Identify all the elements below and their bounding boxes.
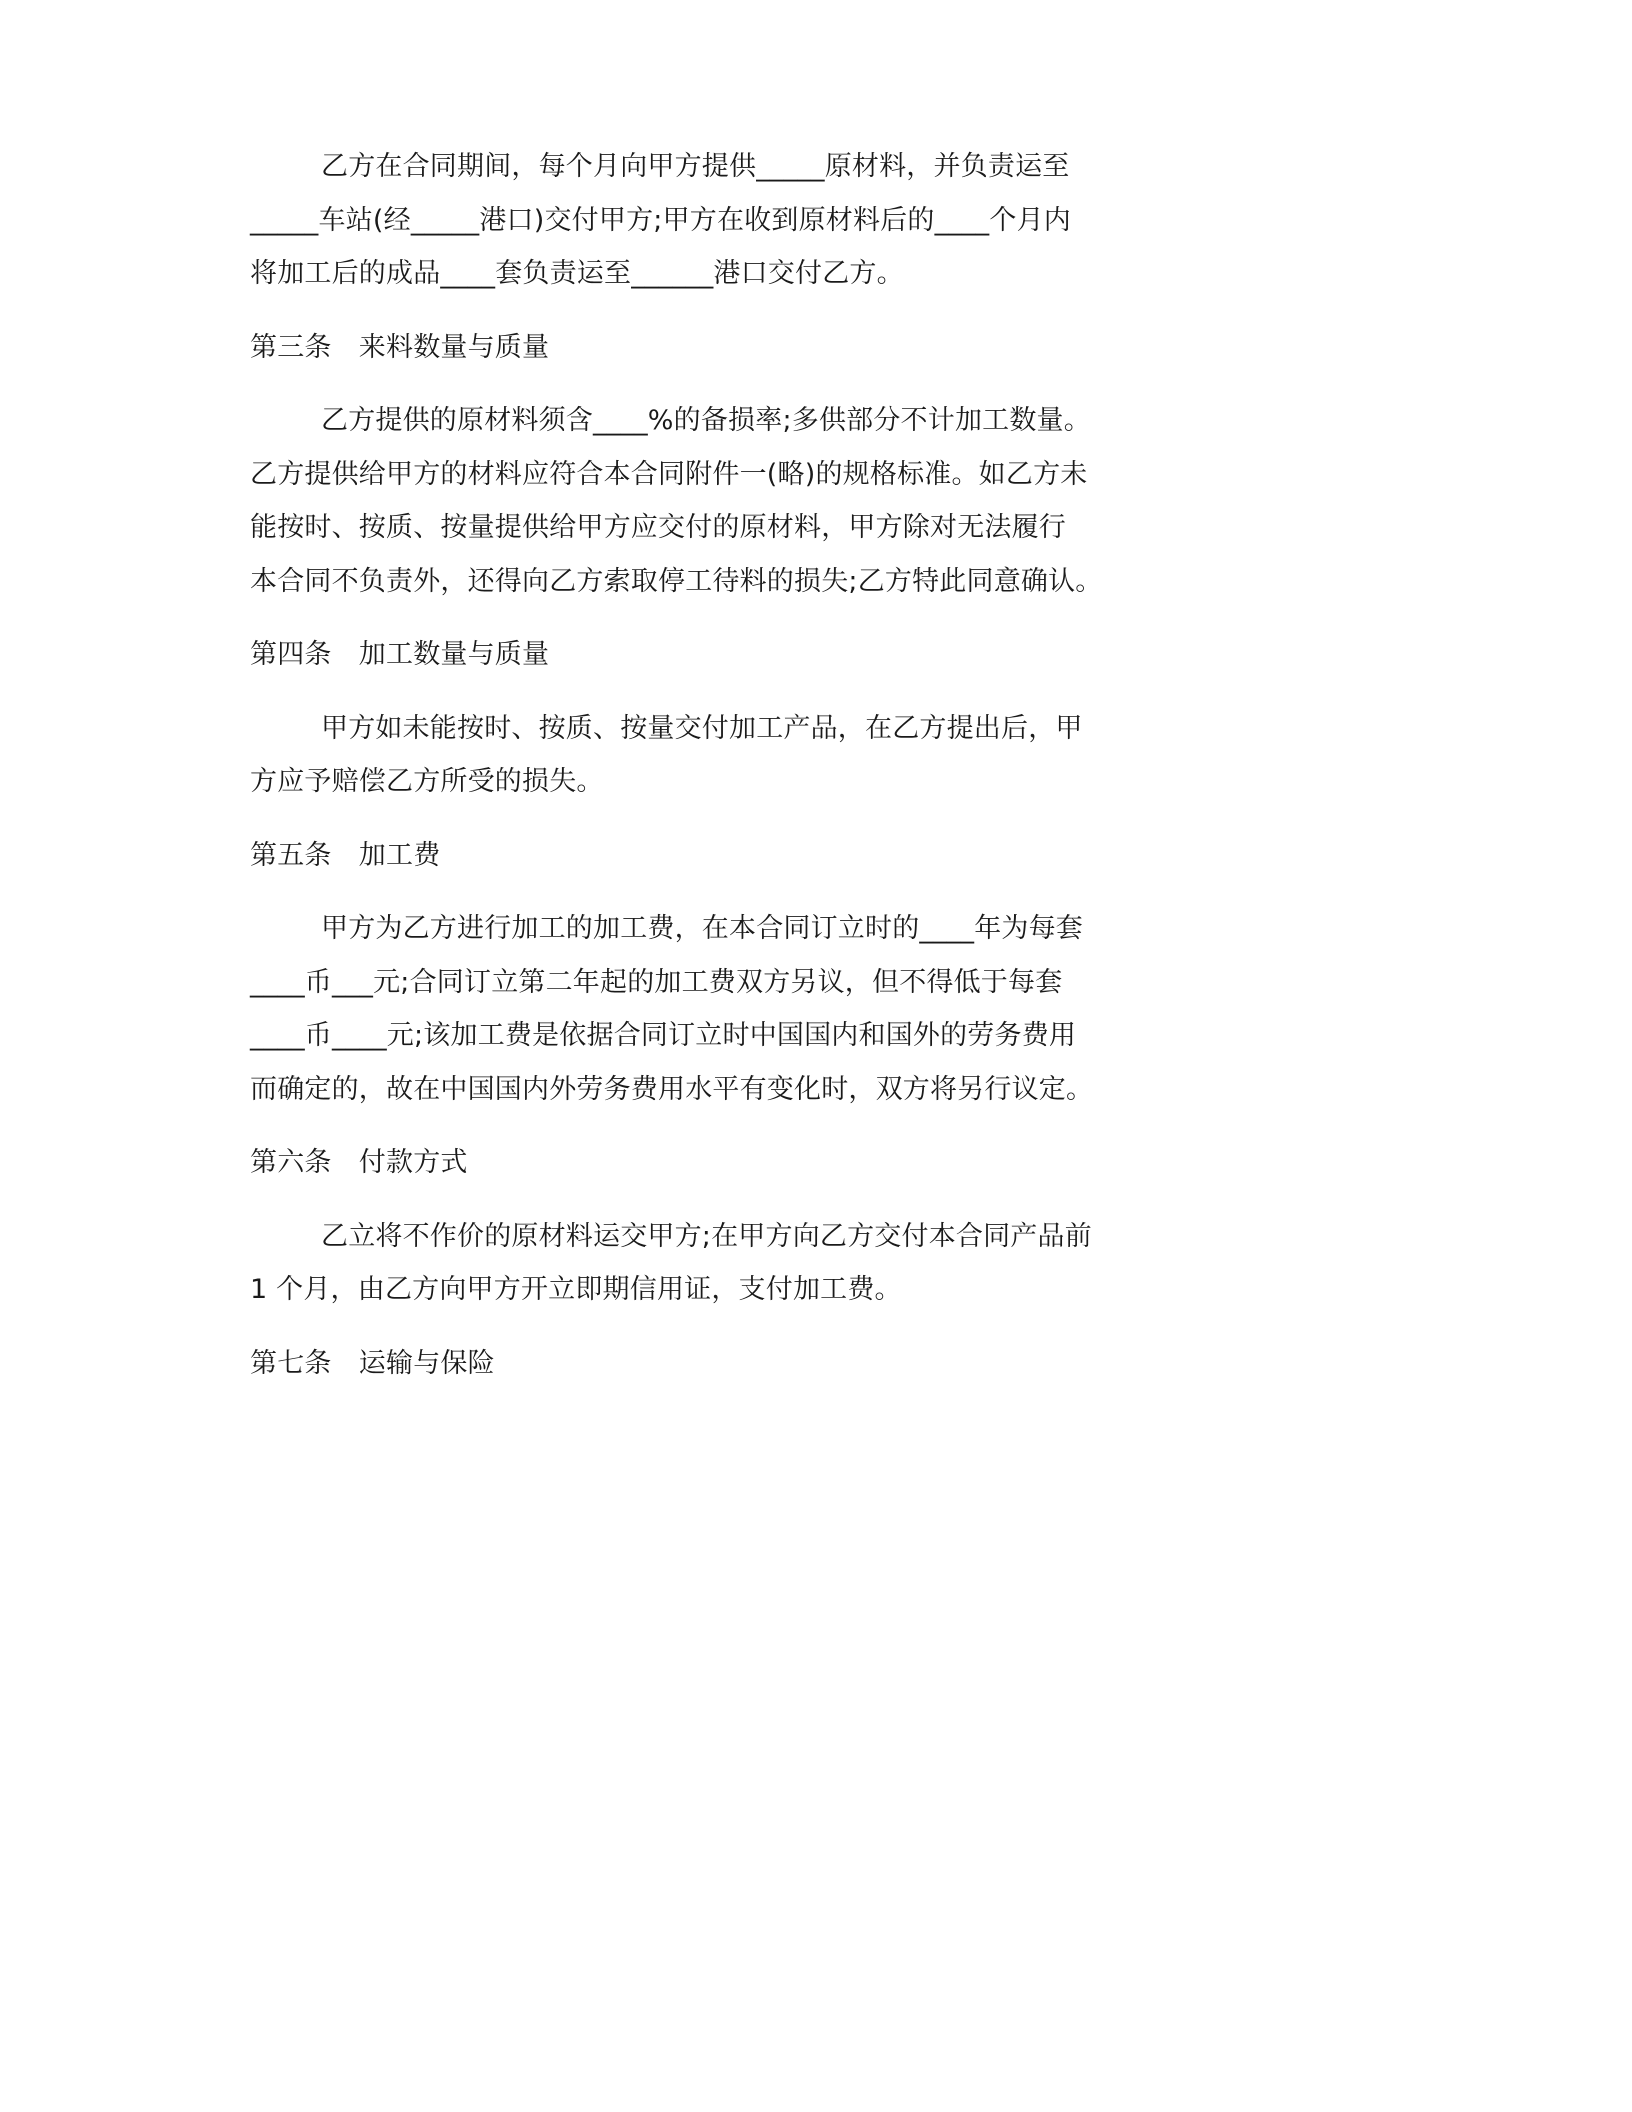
- paragraph-line: ____币____元;该加工费是依据合同订立时中国国内和国外的劳务费用: [250, 1020, 1077, 1051]
- paragraph-line: 甲方如未能按时、按质、按量交付加工产品，在乙方提出后，甲: [321, 712, 1083, 744]
- paragraph-line: 本合同不负责外，还得向乙方索取停工待料的损失;乙方特此同意确认。: [250, 565, 1103, 597]
- section-heading-article-5: 第五条 加工费: [250, 839, 441, 871]
- paragraph-line: ____币___元;合同订立第二年起的加工费双方另议，但不得低于每套: [250, 966, 1063, 998]
- section-heading-article-4: 第四条 加工数量与质量: [250, 639, 550, 670]
- paragraph-line: 乙方提供的原材料须含____%的备损率;多供部分不计加工数量。: [321, 405, 1091, 436]
- paragraph-line: _____车站(经_____港口)交付甲方;甲方在收到原材料后的____个月内: [250, 204, 1071, 236]
- paragraph-line: 乙方在合同期间，每个月向甲方提供_____原材料，并负责运至: [321, 151, 1070, 182]
- paragraph-delivery: [179, 140, 1071, 301]
- paragraph-payment-method: [179, 1210, 1092, 1317]
- paragraph-line: 乙立将不作价的原材料运交甲方;在甲方向乙方交付本合同产品前: [321, 1220, 1092, 1252]
- paragraph-line: 1 个月，由乙方向甲方开立即期信用证，支付加工费。: [250, 1274, 902, 1305]
- paragraph-line: 而确定的，故在中国国内外劳务费用水平有变化时，双方将另行议定。: [250, 1073, 1094, 1105]
- document-body: [179, 140, 1103, 1410]
- section-heading-article-7: 第七条 运输与保险: [250, 1347, 495, 1379]
- paragraph-line: 甲方为乙方进行加工的加工费，在本合同订立时的____年为每套: [321, 913, 1083, 944]
- section-heading-article-6: 第六条 付款方式: [250, 1147, 468, 1178]
- paragraph-line: 将加工后的成品____套负责运至______港口交付乙方。: [250, 258, 904, 289]
- paragraph-line: 能按时、按质、按量提供给甲方应交付的原材料，甲方除对无法履行: [250, 512, 1066, 543]
- paragraph-material-quantity: [179, 394, 1103, 608]
- paragraph-processing-quantity: [179, 702, 1083, 809]
- paragraph-processing-fee: [179, 902, 1094, 1116]
- paragraph-line: 乙方提供给甲方的材料应符合本合同附件一(略)的规格标准。如乙方未: [250, 458, 1088, 490]
- section-heading-article-3: 第三条 来料数量与质量: [250, 331, 550, 363]
- paragraph-line: 方应予赔偿乙方所受的损失。: [250, 766, 604, 797]
